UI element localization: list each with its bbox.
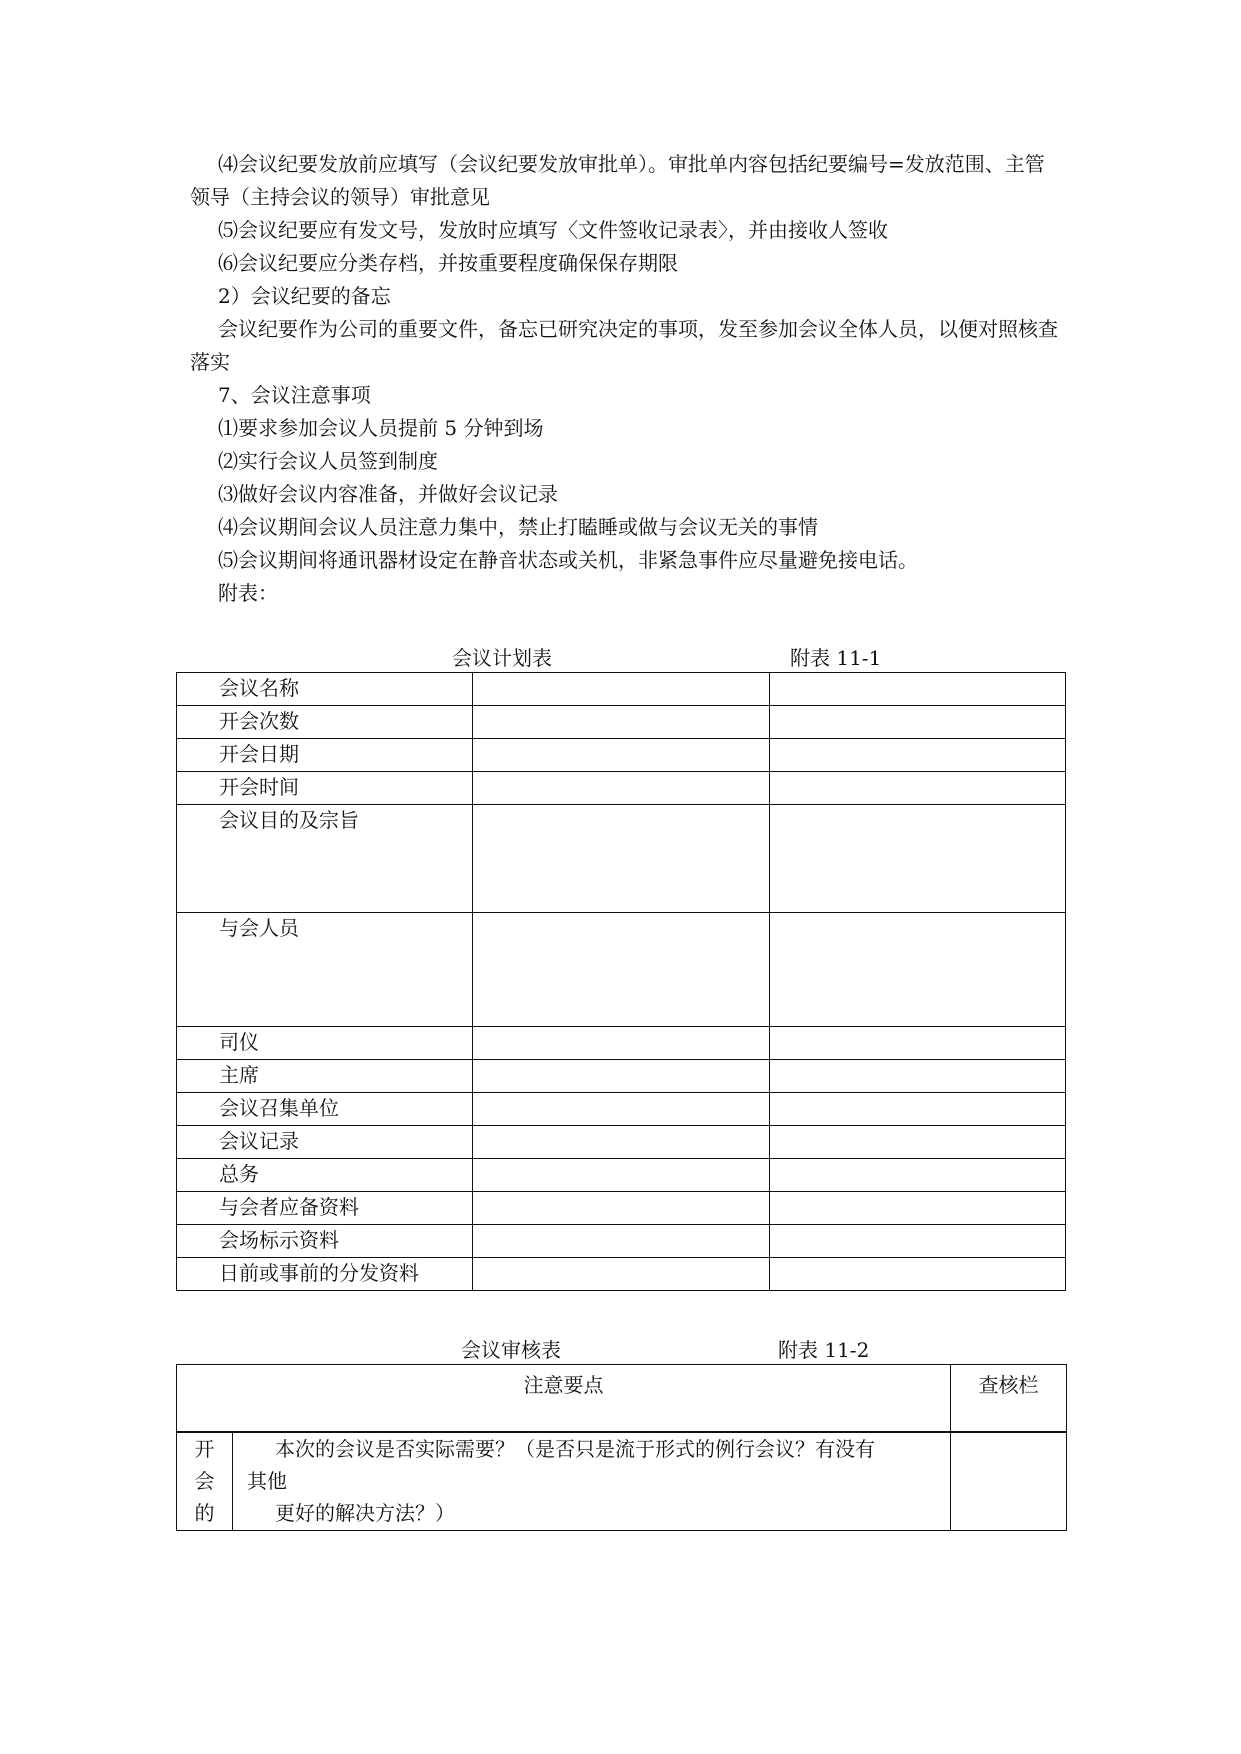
header-points: 注意要点	[177, 1365, 951, 1433]
table-row	[177, 1027, 1066, 1060]
review-question-line-2: 其他	[247, 1469, 287, 1493]
row-label: 会场标示资料	[177, 1225, 473, 1258]
table-row	[177, 1432, 1067, 1530]
table-cell	[769, 673, 1065, 706]
paragraph-minutes-approval: ⑷会议纪要发放前应填写（会议纪要发放审批单）。审批单内容包括纪要编号=发放范围、主管领导（主持会议的领导）审批意见	[190, 152, 1045, 209]
table-cell	[769, 739, 1065, 772]
heading-minutes-memo: 2）会议纪要的备忘	[218, 284, 391, 308]
table1-title: 会议计划表	[452, 646, 552, 670]
appendix-label: 附表：	[218, 581, 278, 605]
row-label: 与会者应备资料	[177, 1192, 473, 1225]
row-label: 开会日期	[177, 739, 473, 772]
table-cell	[769, 1192, 1065, 1225]
review-question	[233, 1432, 951, 1530]
table-row	[177, 805, 1066, 913]
row-label: 开会次数	[177, 706, 473, 739]
row-label: 会议记录	[177, 1126, 473, 1159]
note-item-4: ⑷会议期间会议人员注意力集中，禁止打瞌睡或做与会议无关的事情	[218, 515, 818, 539]
note-item-5: ⑸会议期间将通讯器材设定在静音状态或关机，非紧急事件应尽量避免接电话。	[218, 548, 918, 572]
table-cell	[473, 1192, 769, 1225]
table-cell	[769, 1027, 1065, 1060]
table-cell	[769, 1159, 1065, 1192]
table-cell	[473, 706, 769, 739]
table-cell	[769, 1225, 1065, 1258]
table-row	[177, 739, 1066, 772]
table-cell	[473, 673, 769, 706]
row-label: 会议名称	[177, 673, 473, 706]
table-cell	[473, 805, 769, 913]
table-cell	[473, 739, 769, 772]
table-row	[177, 1060, 1066, 1093]
table-row	[177, 772, 1066, 805]
row-label: 会议召集单位	[177, 1093, 473, 1126]
table-row	[177, 673, 1066, 706]
table-cell	[473, 1126, 769, 1159]
paragraph-minutes-archive: ⑹会议纪要应分类存档，并按重要程度确保保存期限	[218, 251, 678, 275]
review-question-line-1: 本次的会议是否实际需要？（是否只是流于形式的例行会议？有没有	[275, 1437, 875, 1461]
table-row	[177, 1093, 1066, 1126]
note-item-3: ⑶做好会议内容准备，并做好会议记录	[218, 482, 558, 506]
check-cell[interactable]	[951, 1432, 1067, 1530]
table-cell	[769, 706, 1065, 739]
table2-title: 会议审核表	[461, 1338, 561, 1362]
table-cell	[473, 1258, 769, 1291]
table-cell	[769, 772, 1065, 805]
table-cell	[769, 1126, 1065, 1159]
paragraph-minutes-doc-number: ⑸会议纪要应有发文号，发放时应填写〈文件签收记录表〉，并由接收人签收	[218, 218, 888, 242]
table-cell	[473, 1159, 769, 1192]
note-item-1: ⑴要求参加会议人员提前 5 分钟到场	[218, 416, 544, 440]
table-row	[177, 1126, 1066, 1159]
table-cell	[769, 805, 1065, 913]
side-label-text: 开会的	[194, 1437, 215, 1525]
table-cell	[769, 1258, 1065, 1291]
row-label: 会议目的及宗旨	[177, 805, 473, 913]
table-row	[177, 1159, 1066, 1192]
table-row	[177, 913, 1066, 1027]
table-row	[177, 1192, 1066, 1225]
table2-ref: 附表 11-2	[778, 1338, 870, 1362]
table-row	[177, 1258, 1066, 1291]
table-header-row	[177, 1365, 1067, 1433]
row-label: 开会时间	[177, 772, 473, 805]
paragraph-minutes-memo: 会议纪要作为公司的重要文件，备忘已研究决定的事项，发至参加会议全体人员，以便对照核查落实	[190, 317, 1058, 374]
header-check: 查核栏	[951, 1365, 1067, 1433]
table-cell	[473, 1060, 769, 1093]
table-cell	[473, 913, 769, 1027]
table-cell	[473, 1093, 769, 1126]
table-cell	[769, 1060, 1065, 1093]
table-row	[177, 1225, 1066, 1258]
review-question-line-3: 更好的解决方法？）	[275, 1501, 455, 1525]
meeting-plan-table	[176, 672, 1066, 1291]
meeting-review-table	[176, 1364, 1067, 1531]
row-label: 日前或事前的分发资料	[177, 1258, 473, 1291]
table-cell	[473, 1225, 769, 1258]
table-cell	[769, 913, 1065, 1027]
heading-meeting-notes: 7、会议注意事项	[218, 383, 371, 407]
table-cell	[473, 772, 769, 805]
row-label: 主席	[177, 1060, 473, 1093]
row-label: 与会人员	[177, 913, 473, 1027]
table-cell	[769, 1093, 1065, 1126]
row-label: 司仪	[177, 1027, 473, 1060]
side-label	[177, 1432, 233, 1530]
note-item-2: ⑵实行会议人员签到制度	[218, 449, 438, 473]
table-row	[177, 706, 1066, 739]
row-label: 总务	[177, 1159, 473, 1192]
table-cell	[473, 1027, 769, 1060]
table1-ref: 附表 11-1	[790, 646, 882, 670]
